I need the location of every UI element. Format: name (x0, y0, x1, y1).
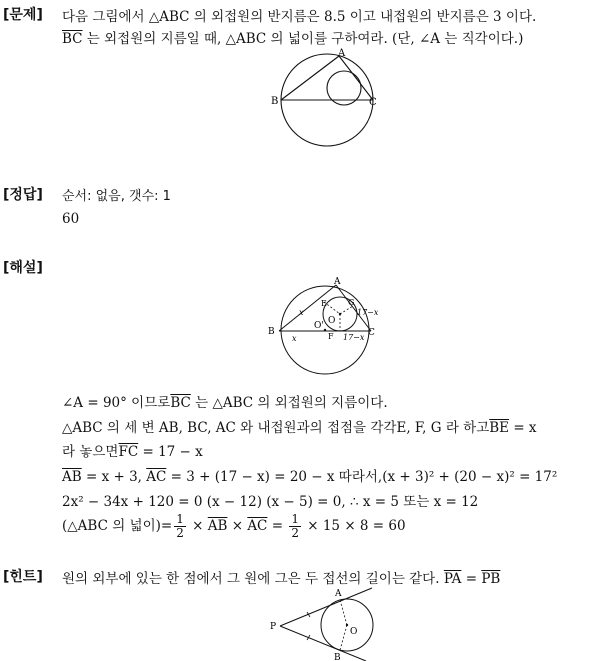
label-17x: 17−x (343, 333, 365, 342)
times-2: × (227, 518, 248, 534)
explanation-line-5: 2x² − 34x + 120 = 0 (x − 12) (x − 5) = 0, ∴ x = 5 또는 x = 12 (62, 494, 479, 510)
numerator: 1 (176, 512, 184, 526)
explanation-line-1-pre: ∠A = 90° 이므로 (62, 395, 171, 411)
label-b: B (268, 327, 275, 337)
label-a: A (335, 589, 342, 599)
label-c: C (369, 97, 377, 108)
problem-tag: [문제] (3, 7, 43, 23)
label-c: C (368, 328, 375, 338)
segment-ab: $\overline{AB}$ (62, 469, 82, 485)
problem-line-2 (62, 27, 523, 47)
explanation-line-1 (62, 391, 388, 411)
label-o: O (328, 316, 336, 326)
label-f: F (328, 332, 334, 341)
segment-pa: $\overline{PA}$ (443, 571, 462, 587)
denominator: 2 (291, 526, 299, 540)
hint-line (62, 567, 500, 587)
fraction-half-2 (289, 513, 301, 540)
explanation-line-4-mid: = x + 3, (81, 469, 147, 485)
area-label: (△ABC 의 넓이)= (62, 518, 173, 534)
problem-figure (265, 48, 385, 160)
answer-line-1: 순서: 없음, 갯수: 1 (62, 189, 171, 204)
label-a: A (338, 48, 346, 59)
segment-bc: $\overline{BC}$ (62, 31, 83, 47)
segment-pb: $\overline{PB}$ (481, 571, 501, 587)
segment-be: $\overline{BE}$ (489, 420, 510, 436)
explanation-line-6 (62, 513, 406, 540)
explanation-line-4-post: = 3 + (17 − x) = 20 − x 따라서,(x + 3)² + (20 − x)² = 17² (166, 469, 558, 485)
label-x-e: x (299, 308, 304, 317)
explanation-line-2 (62, 416, 537, 436)
label-b: B (271, 96, 279, 107)
label-o-prime: O' (314, 321, 324, 331)
explanation-line-3-post: = 17 − x (138, 444, 203, 460)
explanation-line-3-pre: 라 놓으면 (62, 444, 119, 460)
segment-ac: $\overline{AC}$ (247, 518, 268, 534)
equals: = (267, 518, 288, 534)
explanation-line-2-post: = x (509, 420, 537, 436)
explanation-line-6-post: × 15 × 8 = 60 (302, 518, 406, 534)
hint-tag: [힌트] (3, 569, 43, 585)
answer-value: 60 (62, 211, 80, 227)
segment-ab: $\overline{AB}$ (207, 518, 228, 534)
explanation-line-1-post: 는 △ABC 의 외접원의 지름이다. (190, 395, 388, 411)
label-b: B (334, 653, 341, 661)
fraction-half-1 (174, 513, 186, 540)
explanation-line-4 (62, 465, 557, 485)
answer-tag: [정답] (3, 187, 43, 203)
hint-text: 원의 외부에 있는 한 점에서 그 원에 그은 두 접선의 길이는 같다. (62, 571, 444, 587)
label-g: G (348, 298, 355, 307)
label-e: E (321, 299, 327, 308)
hint-figure (268, 586, 384, 661)
times-1: × (187, 518, 208, 534)
label-p: P (270, 622, 277, 632)
label-x: x (292, 334, 297, 343)
label-o: O (350, 627, 358, 637)
numerator: 1 (291, 512, 299, 526)
denominator: 2 (176, 526, 184, 540)
label-17x-g: 17−x (357, 308, 379, 317)
hint-equals: = (461, 571, 482, 587)
problem-line-2-text: 는 외접원의 지름일 때, △ABC 의 넓이를 구하여라. (단, ∠A 는 직각이다.) (82, 31, 524, 47)
segment-bc: $\overline{BC}$ (170, 395, 191, 411)
explanation-line-2-pre: △ABC 의 세 변 AB, BC, AC 와 내접원과의 접점을 각각E, F, G 라 하고 (62, 420, 490, 436)
explanation-figure (265, 275, 387, 375)
explanation-tag: [해설] (3, 260, 43, 276)
explanation-line-3 (62, 440, 203, 460)
problem-line-1: 다음 그림에서 △ABC 의 외접원의 반지름은 8.5 이고 내접원의 반지름은 3 이다. (62, 9, 537, 25)
label-a: A (334, 277, 341, 287)
segment-fc: $\overline{FC}$ (118, 444, 139, 460)
segment-ac: $\overline{AC}$ (146, 469, 167, 485)
